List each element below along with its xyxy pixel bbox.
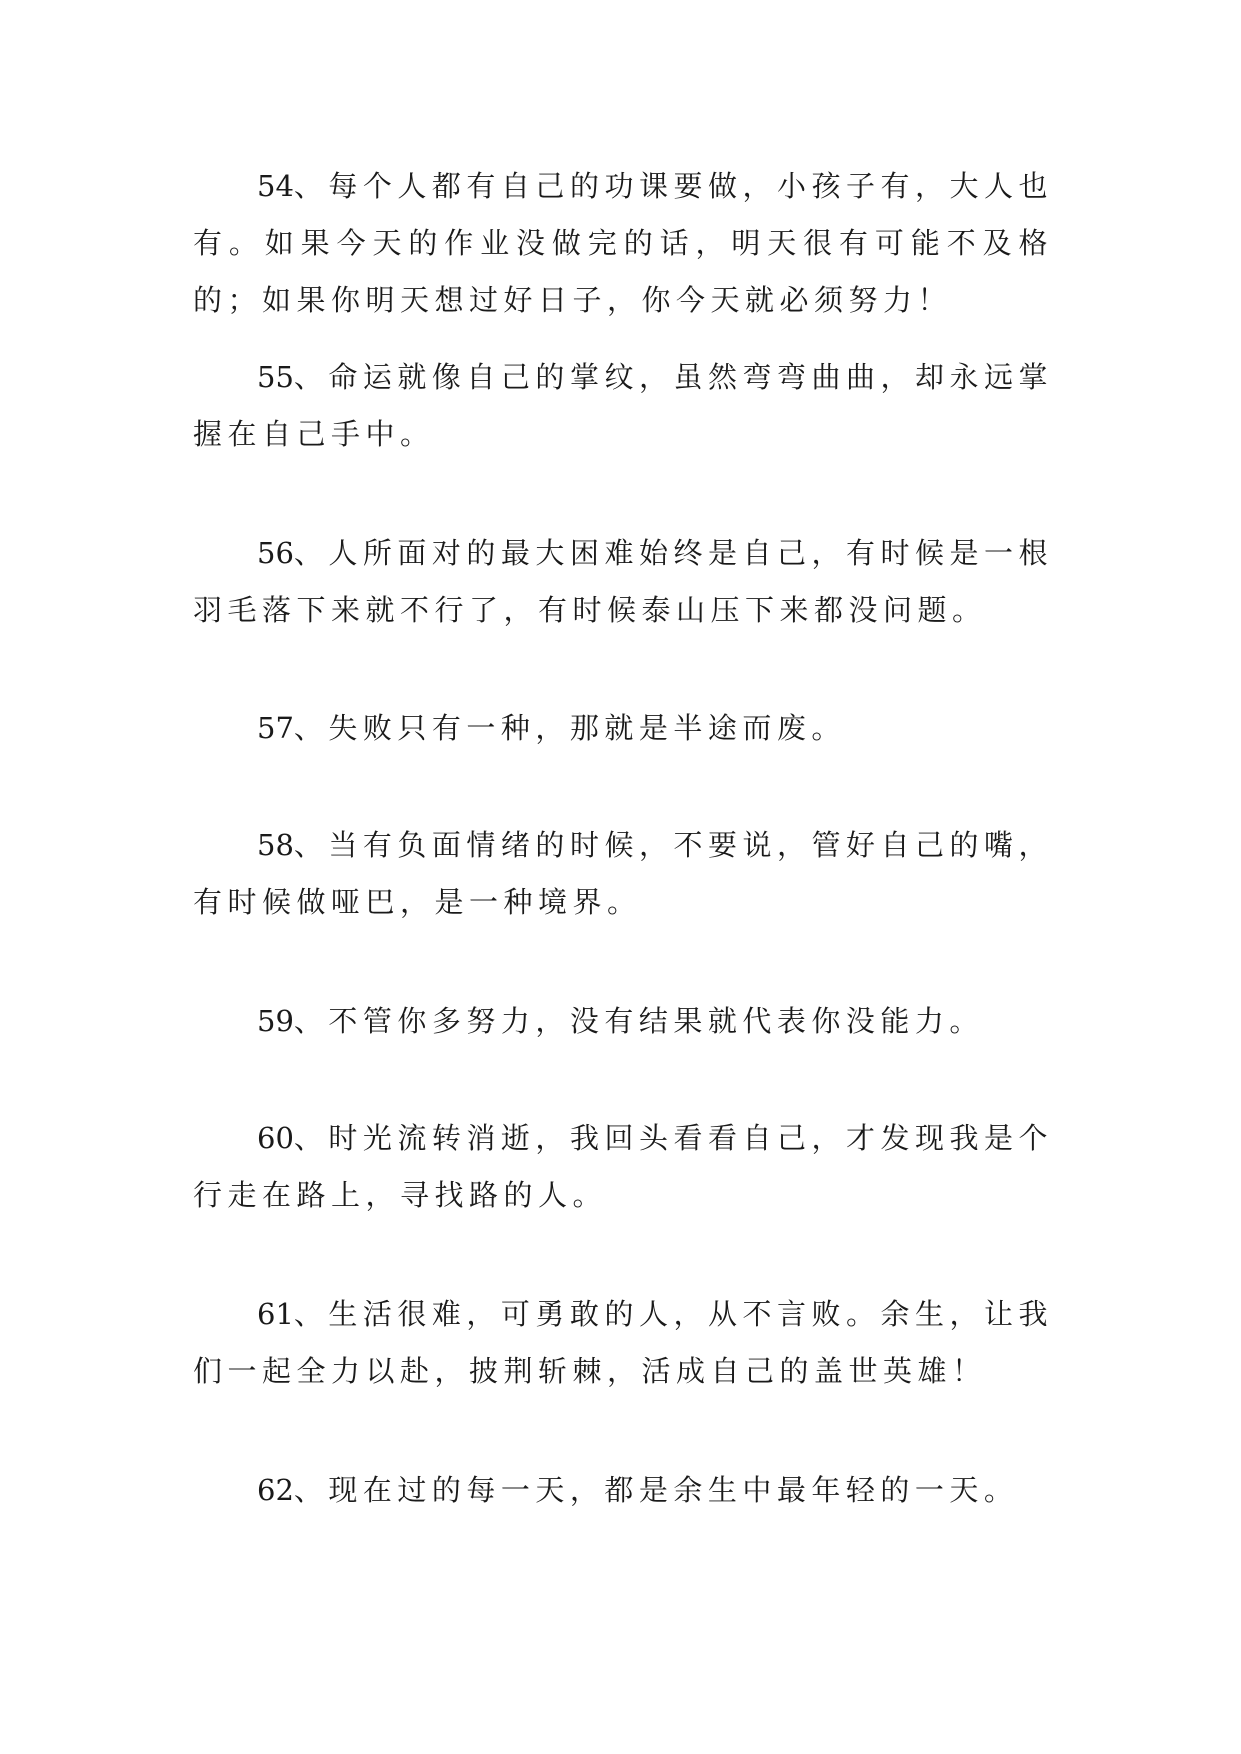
paragraph-60 xyxy=(193,1110,1053,1224)
paragraph-54 xyxy=(193,158,1053,329)
paragraph-text: 、不管你多努力，没有结果就代表你没能力。 xyxy=(293,1004,984,1038)
paragraph-55 xyxy=(193,349,1053,463)
paragraph-number: 57 xyxy=(257,711,294,745)
paragraph-text: 、人所面对的最大困难始终是自己，有时候是一根羽毛落下来就不行了，有时候泰山压下来都没问题。 xyxy=(193,536,1053,627)
paragraph-text: 、生活很难，可勇敢的人，从不言败。余生，让我们一起全力以赴，披荆斩棘，活成自己的盖世英雄！ xyxy=(193,1297,1053,1388)
paragraph-62 xyxy=(193,1462,1053,1519)
paragraph-number: 60 xyxy=(257,1121,294,1155)
paragraph-text: 、命运就像自己的掌纹，虽然弯弯曲曲，却永远掌握在自己手中。 xyxy=(193,360,1053,451)
paragraph-text: 、失败只有一种，那就是半途而废。 xyxy=(293,711,846,745)
paragraph-59 xyxy=(193,993,1053,1050)
paragraph-57 xyxy=(193,700,1053,757)
paragraph-text: 、当有负面情绪的时候，不要说，管好自己的嘴，有时候做哑巴，是一种境界。 xyxy=(193,828,1053,919)
paragraph-number: 56 xyxy=(257,536,294,570)
paragraph-56 xyxy=(193,525,1053,639)
paragraph-number: 54 xyxy=(257,169,294,203)
paragraph-number: 59 xyxy=(257,1004,294,1038)
paragraph-text: 、每个人都有自己的功课要做，小孩子有，大人也有。如果今天的作业没做完的话，明天很有可能不及格的；如果你明天想过好日子，你今天就必须努力！ xyxy=(193,169,1053,317)
paragraph-number: 55 xyxy=(257,360,294,394)
paragraph-text: 、现在过的每一天，都是余生中最年轻的一天。 xyxy=(293,1473,1019,1507)
paragraph-number: 62 xyxy=(257,1473,294,1507)
paragraph-number: 61 xyxy=(257,1297,294,1331)
paragraph-61 xyxy=(193,1286,1053,1400)
paragraph-number: 58 xyxy=(257,828,294,862)
paragraph-58 xyxy=(193,817,1053,931)
paragraph-text: 、时光流转消逝，我回头看看自己，才发现我是个行走在路上，寻找路的人。 xyxy=(193,1121,1053,1212)
